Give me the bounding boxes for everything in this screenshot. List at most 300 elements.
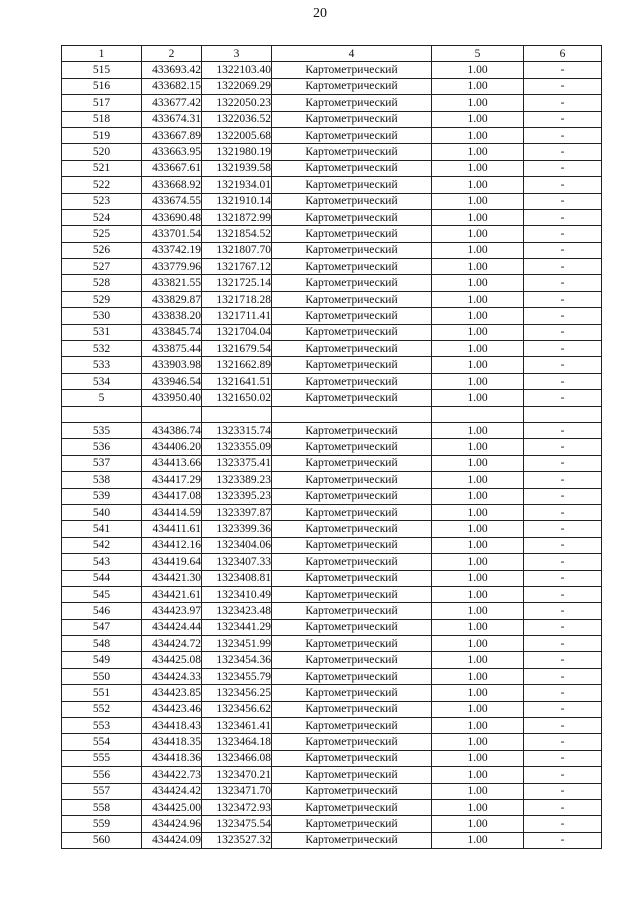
- note-cell: -: [524, 636, 602, 652]
- table-row: [62, 832, 602, 848]
- point-number-cell: 535: [62, 422, 142, 438]
- table-row: [62, 767, 602, 783]
- accuracy-cell: 1.00: [432, 373, 524, 389]
- point-number-cell: 555: [62, 750, 142, 766]
- x-coordinate-cell: 433701.54: [142, 226, 202, 242]
- x-coordinate-cell: 433742.19: [142, 242, 202, 258]
- y-coordinate-cell: 1321725.14: [202, 275, 272, 291]
- point-number-cell: 528: [62, 275, 142, 291]
- note-cell: -: [524, 193, 602, 209]
- point-number-cell: 532: [62, 341, 142, 357]
- y-coordinate-cell: [202, 406, 272, 422]
- method-cell: Картометрический: [272, 767, 432, 783]
- point-number-cell: 538: [62, 472, 142, 488]
- method-cell: Картометрический: [272, 275, 432, 291]
- point-number-cell: 522: [62, 177, 142, 193]
- table-row: [62, 439, 602, 455]
- method-cell: Картометрический: [272, 144, 432, 160]
- note-cell: -: [524, 242, 602, 258]
- y-coordinate-cell: 1321910.14: [202, 193, 272, 209]
- note-cell: -: [524, 226, 602, 242]
- method-cell: Картометрический: [272, 783, 432, 799]
- table-row: [62, 259, 602, 275]
- point-number-cell: 558: [62, 799, 142, 815]
- x-coordinate-cell: 434424.42: [142, 783, 202, 799]
- point-number-cell: 5: [62, 390, 142, 406]
- note-cell: -: [524, 488, 602, 504]
- note-cell: -: [524, 652, 602, 668]
- point-number-cell: 523: [62, 193, 142, 209]
- point-number-cell: 515: [62, 62, 142, 78]
- x-coordinate-cell: 434425.00: [142, 799, 202, 815]
- x-coordinate-cell: 433838.20: [142, 308, 202, 324]
- point-number-cell: 557: [62, 783, 142, 799]
- method-cell: Картометрический: [272, 439, 432, 455]
- method-cell: Картометрический: [272, 259, 432, 275]
- method-cell: Картометрический: [272, 701, 432, 717]
- y-coordinate-cell: 1321980.19: [202, 144, 272, 160]
- accuracy-cell: 1.00: [432, 259, 524, 275]
- point-number-cell: 530: [62, 308, 142, 324]
- y-coordinate-cell: 1323423.48: [202, 603, 272, 619]
- point-number-cell: 553: [62, 718, 142, 734]
- x-coordinate-cell: 434418.36: [142, 750, 202, 766]
- table-header-row: [62, 46, 602, 62]
- note-cell: -: [524, 783, 602, 799]
- table-row: [62, 455, 602, 471]
- y-coordinate-cell: 1322103.40: [202, 62, 272, 78]
- table-row: [62, 488, 602, 504]
- accuracy-cell: 1.00: [432, 799, 524, 815]
- accuracy-cell: 1.00: [432, 95, 524, 111]
- x-coordinate-cell: 434422.73: [142, 767, 202, 783]
- accuracy-cell: 1.00: [432, 324, 524, 340]
- accuracy-cell: 1.00: [432, 341, 524, 357]
- table-row: [62, 422, 602, 438]
- point-number-cell: 524: [62, 209, 142, 225]
- point-number-cell: 560: [62, 832, 142, 848]
- method-cell: Картометрический: [272, 62, 432, 78]
- accuracy-cell: 1.00: [432, 177, 524, 193]
- method-cell: Картометрический: [272, 570, 432, 586]
- y-coordinate-cell: 1323395.23: [202, 488, 272, 504]
- y-coordinate-cell: 1323315.74: [202, 422, 272, 438]
- table-row: [62, 472, 602, 488]
- method-cell: [272, 406, 432, 422]
- y-coordinate-cell: 1322069.29: [202, 78, 272, 94]
- accuracy-cell: 1.00: [432, 783, 524, 799]
- x-coordinate-cell: 434421.61: [142, 586, 202, 602]
- method-cell: Картометрический: [272, 177, 432, 193]
- table-row: [62, 619, 602, 635]
- table-row: [62, 603, 602, 619]
- header-cell-2: 2: [142, 46, 202, 62]
- table-row: [62, 750, 602, 766]
- note-cell: -: [524, 390, 602, 406]
- point-number-cell: 521: [62, 160, 142, 176]
- y-coordinate-cell: 1321641.51: [202, 373, 272, 389]
- table-row: [62, 177, 602, 193]
- method-cell: Картометрический: [272, 193, 432, 209]
- table-row: [62, 341, 602, 357]
- table-row: [62, 734, 602, 750]
- method-cell: Картометрический: [272, 537, 432, 553]
- point-number-cell: 545: [62, 586, 142, 602]
- y-coordinate-cell: 1321662.89: [202, 357, 272, 373]
- y-coordinate-cell: 1321711.41: [202, 308, 272, 324]
- table-row: [62, 636, 602, 652]
- point-number-cell: 537: [62, 455, 142, 471]
- accuracy-cell: 1.00: [432, 701, 524, 717]
- table-row: [62, 521, 602, 537]
- note-cell: -: [524, 570, 602, 586]
- accuracy-cell: 1.00: [432, 193, 524, 209]
- point-number-cell: 525: [62, 226, 142, 242]
- y-coordinate-cell: 1322050.23: [202, 95, 272, 111]
- table-row: [62, 783, 602, 799]
- accuracy-cell: 1.00: [432, 209, 524, 225]
- point-number-cell: 533: [62, 357, 142, 373]
- x-coordinate-cell: 433845.74: [142, 324, 202, 340]
- point-number-cell: 529: [62, 291, 142, 307]
- x-coordinate-cell: 434424.09: [142, 832, 202, 848]
- accuracy-cell: 1.00: [432, 357, 524, 373]
- note-cell: -: [524, 160, 602, 176]
- point-number-cell: 536: [62, 439, 142, 455]
- note-cell: -: [524, 308, 602, 324]
- y-coordinate-cell: 1323466.08: [202, 750, 272, 766]
- point-number-cell: [62, 406, 142, 422]
- note-cell: -: [524, 422, 602, 438]
- table-row: [62, 586, 602, 602]
- y-coordinate-cell: 1321934.01: [202, 177, 272, 193]
- note-cell: -: [524, 701, 602, 717]
- x-coordinate-cell: 433663.95: [142, 144, 202, 160]
- note-cell: -: [524, 439, 602, 455]
- method-cell: Картометрический: [272, 734, 432, 750]
- x-coordinate-cell: 434418.35: [142, 734, 202, 750]
- x-coordinate-cell: 433693.42: [142, 62, 202, 78]
- y-coordinate-cell: 1323472.93: [202, 799, 272, 815]
- x-coordinate-cell: 434386.74: [142, 422, 202, 438]
- point-number-cell: 519: [62, 127, 142, 143]
- method-cell: Картометрический: [272, 832, 432, 848]
- point-number-cell: 527: [62, 259, 142, 275]
- x-coordinate-cell: 433677.42: [142, 95, 202, 111]
- method-cell: Картометрический: [272, 242, 432, 258]
- y-coordinate-cell: 1323456.62: [202, 701, 272, 717]
- accuracy-cell: 1.00: [432, 160, 524, 176]
- x-coordinate-cell: 433674.55: [142, 193, 202, 209]
- accuracy-cell: 1.00: [432, 504, 524, 520]
- y-coordinate-cell: 1321704.04: [202, 324, 272, 340]
- header-cell-3: 3: [202, 46, 272, 62]
- accuracy-cell: 1.00: [432, 603, 524, 619]
- note-cell: -: [524, 504, 602, 520]
- note-cell: -: [524, 455, 602, 471]
- table-row: [62, 373, 602, 389]
- table-row: [62, 308, 602, 324]
- accuracy-cell: 1.00: [432, 226, 524, 242]
- note-cell: -: [524, 537, 602, 553]
- table-row: [62, 685, 602, 701]
- accuracy-cell: 1.00: [432, 111, 524, 127]
- y-coordinate-cell: 1323471.70: [202, 783, 272, 799]
- point-number-cell: 554: [62, 734, 142, 750]
- x-coordinate-cell: 434424.72: [142, 636, 202, 652]
- accuracy-cell: 1.00: [432, 144, 524, 160]
- note-cell: -: [524, 259, 602, 275]
- table-row: [62, 357, 602, 373]
- table-row: [62, 799, 602, 815]
- method-cell: Картометрический: [272, 357, 432, 373]
- method-cell: Картометрический: [272, 799, 432, 815]
- method-cell: Картометрический: [272, 554, 432, 570]
- accuracy-cell: 1.00: [432, 390, 524, 406]
- accuracy-cell: 1.00: [432, 652, 524, 668]
- y-coordinate-cell: 1321650.02: [202, 390, 272, 406]
- header-cell-4: 4: [272, 46, 432, 62]
- x-coordinate-cell: 433682.15: [142, 78, 202, 94]
- accuracy-cell: [432, 406, 524, 422]
- point-number-cell: 520: [62, 144, 142, 160]
- y-coordinate-cell: 1323451.99: [202, 636, 272, 652]
- x-coordinate-cell: 434421.30: [142, 570, 202, 586]
- accuracy-cell: 1.00: [432, 816, 524, 832]
- accuracy-cell: 1.00: [432, 521, 524, 537]
- accuracy-cell: 1.00: [432, 767, 524, 783]
- table-row: [62, 816, 602, 832]
- table-row: [62, 668, 602, 684]
- note-cell: -: [524, 832, 602, 848]
- x-coordinate-cell: 434425.08: [142, 652, 202, 668]
- accuracy-cell: 1.00: [432, 62, 524, 78]
- accuracy-cell: 1.00: [432, 718, 524, 734]
- y-coordinate-cell: 1323408.81: [202, 570, 272, 586]
- point-number-cell: 550: [62, 668, 142, 684]
- x-coordinate-cell: 433950.40: [142, 390, 202, 406]
- y-coordinate-cell: 1323456.25: [202, 685, 272, 701]
- table-row: [62, 242, 602, 258]
- note-cell: -: [524, 177, 602, 193]
- y-coordinate-cell: 1323455.79: [202, 668, 272, 684]
- note-cell: -: [524, 373, 602, 389]
- method-cell: Картометрический: [272, 95, 432, 111]
- table-row: [62, 652, 602, 668]
- point-number-cell: 534: [62, 373, 142, 389]
- x-coordinate-cell: 434423.97: [142, 603, 202, 619]
- y-coordinate-cell: 1323355.09: [202, 439, 272, 455]
- method-cell: Картометрический: [272, 636, 432, 652]
- note-cell: -: [524, 554, 602, 570]
- note-cell: [524, 406, 602, 422]
- x-coordinate-cell: 434413.66: [142, 455, 202, 471]
- point-number-cell: 547: [62, 619, 142, 635]
- y-coordinate-cell: 1321679.54: [202, 341, 272, 357]
- coordinates-table: [61, 45, 602, 849]
- note-cell: -: [524, 78, 602, 94]
- x-coordinate-cell: 433667.89: [142, 127, 202, 143]
- x-coordinate-cell: 434424.44: [142, 619, 202, 635]
- accuracy-cell: 1.00: [432, 78, 524, 94]
- x-coordinate-cell: 433668.92: [142, 177, 202, 193]
- point-number-cell: 543: [62, 554, 142, 570]
- note-cell: -: [524, 324, 602, 340]
- accuracy-cell: 1.00: [432, 636, 524, 652]
- x-coordinate-cell: 434412.16: [142, 537, 202, 553]
- note-cell: -: [524, 209, 602, 225]
- table-row: [62, 406, 602, 422]
- x-coordinate-cell: 433779.96: [142, 259, 202, 275]
- y-coordinate-cell: 1323399.36: [202, 521, 272, 537]
- method-cell: Картометрический: [272, 422, 432, 438]
- table-row: [62, 127, 602, 143]
- table-row: [62, 324, 602, 340]
- table-row: [62, 144, 602, 160]
- accuracy-cell: 1.00: [432, 537, 524, 553]
- table-row: [62, 209, 602, 225]
- method-cell: Картометрический: [272, 160, 432, 176]
- x-coordinate-cell: 433690.48: [142, 209, 202, 225]
- method-cell: Картометрический: [272, 324, 432, 340]
- method-cell: Картометрический: [272, 291, 432, 307]
- table-row: [62, 78, 602, 94]
- y-coordinate-cell: 1323475.54: [202, 816, 272, 832]
- table-row: [62, 160, 602, 176]
- accuracy-cell: 1.00: [432, 455, 524, 471]
- y-coordinate-cell: 1323389.23: [202, 472, 272, 488]
- method-cell: Картометрический: [272, 603, 432, 619]
- table-row: [62, 718, 602, 734]
- method-cell: Картометрический: [272, 652, 432, 668]
- note-cell: -: [524, 619, 602, 635]
- x-coordinate-cell: 433674.31: [142, 111, 202, 127]
- point-number-cell: 517: [62, 95, 142, 111]
- page-number: 20: [313, 6, 327, 21]
- accuracy-cell: 1.00: [432, 619, 524, 635]
- note-cell: -: [524, 603, 602, 619]
- y-coordinate-cell: 1321767.12: [202, 259, 272, 275]
- method-cell: Картометрический: [272, 718, 432, 734]
- point-number-cell: 531: [62, 324, 142, 340]
- x-coordinate-cell: 433946.54: [142, 373, 202, 389]
- accuracy-cell: 1.00: [432, 554, 524, 570]
- x-coordinate-cell: 434417.08: [142, 488, 202, 504]
- accuracy-cell: 1.00: [432, 734, 524, 750]
- header-cell-5: 5: [432, 46, 524, 62]
- note-cell: -: [524, 472, 602, 488]
- note-cell: -: [524, 62, 602, 78]
- x-coordinate-cell: 434423.85: [142, 685, 202, 701]
- table-row: [62, 62, 602, 78]
- note-cell: -: [524, 750, 602, 766]
- y-coordinate-cell: 1322036.52: [202, 111, 272, 127]
- table-row: [62, 111, 602, 127]
- y-coordinate-cell: 1323470.21: [202, 767, 272, 783]
- method-cell: Картометрический: [272, 504, 432, 520]
- point-number-cell: 552: [62, 701, 142, 717]
- table-row: [62, 701, 602, 717]
- point-number-cell: 540: [62, 504, 142, 520]
- method-cell: Картометрический: [272, 373, 432, 389]
- y-coordinate-cell: 1323410.49: [202, 586, 272, 602]
- method-cell: Картометрический: [272, 521, 432, 537]
- accuracy-cell: 1.00: [432, 291, 524, 307]
- method-cell: Картометрический: [272, 750, 432, 766]
- y-coordinate-cell: 1323527.32: [202, 832, 272, 848]
- y-coordinate-cell: 1321718.28: [202, 291, 272, 307]
- point-number-cell: 541: [62, 521, 142, 537]
- method-cell: Картометрический: [272, 127, 432, 143]
- note-cell: -: [524, 668, 602, 684]
- accuracy-cell: 1.00: [432, 422, 524, 438]
- y-coordinate-cell: 1323441.29: [202, 619, 272, 635]
- table-row: [62, 226, 602, 242]
- x-coordinate-cell: 434417.29: [142, 472, 202, 488]
- x-coordinate-cell: 434419.64: [142, 554, 202, 570]
- note-cell: -: [524, 111, 602, 127]
- x-coordinate-cell: 433821.55: [142, 275, 202, 291]
- point-number-cell: 549: [62, 652, 142, 668]
- method-cell: Картометрический: [272, 226, 432, 242]
- note-cell: -: [524, 144, 602, 160]
- accuracy-cell: 1.00: [432, 685, 524, 701]
- point-number-cell: 542: [62, 537, 142, 553]
- x-coordinate-cell: 434411.61: [142, 521, 202, 537]
- y-coordinate-cell: 1323461.41: [202, 718, 272, 734]
- x-coordinate-cell: [142, 406, 202, 422]
- method-cell: Картометрический: [272, 78, 432, 94]
- point-number-cell: 539: [62, 488, 142, 504]
- note-cell: -: [524, 275, 602, 291]
- accuracy-cell: 1.00: [432, 472, 524, 488]
- header-cell-6: 6: [524, 46, 602, 62]
- x-coordinate-cell: 434424.33: [142, 668, 202, 684]
- x-coordinate-cell: 434414.59: [142, 504, 202, 520]
- table-row: [62, 504, 602, 520]
- accuracy-cell: 1.00: [432, 586, 524, 602]
- note-cell: -: [524, 521, 602, 537]
- x-coordinate-cell: 434418.43: [142, 718, 202, 734]
- point-number-cell: 546: [62, 603, 142, 619]
- note-cell: -: [524, 127, 602, 143]
- method-cell: Картометрический: [272, 308, 432, 324]
- method-cell: Картометрический: [272, 472, 432, 488]
- point-number-cell: 544: [62, 570, 142, 586]
- method-cell: Картометрический: [272, 341, 432, 357]
- y-coordinate-cell: 1322005.68: [202, 127, 272, 143]
- x-coordinate-cell: 433875.44: [142, 341, 202, 357]
- accuracy-cell: 1.00: [432, 242, 524, 258]
- accuracy-cell: 1.00: [432, 127, 524, 143]
- method-cell: Картометрический: [272, 586, 432, 602]
- method-cell: Картометрический: [272, 668, 432, 684]
- note-cell: -: [524, 357, 602, 373]
- accuracy-cell: 1.00: [432, 750, 524, 766]
- method-cell: Картометрический: [272, 390, 432, 406]
- x-coordinate-cell: 434406.20: [142, 439, 202, 455]
- accuracy-cell: 1.00: [432, 570, 524, 586]
- method-cell: Картометрический: [272, 111, 432, 127]
- x-coordinate-cell: 433829.87: [142, 291, 202, 307]
- method-cell: Картометрический: [272, 209, 432, 225]
- point-number-cell: 551: [62, 685, 142, 701]
- note-cell: -: [524, 734, 602, 750]
- note-cell: -: [524, 341, 602, 357]
- point-number-cell: 526: [62, 242, 142, 258]
- y-coordinate-cell: 1323407.33: [202, 554, 272, 570]
- y-coordinate-cell: 1321854.52: [202, 226, 272, 242]
